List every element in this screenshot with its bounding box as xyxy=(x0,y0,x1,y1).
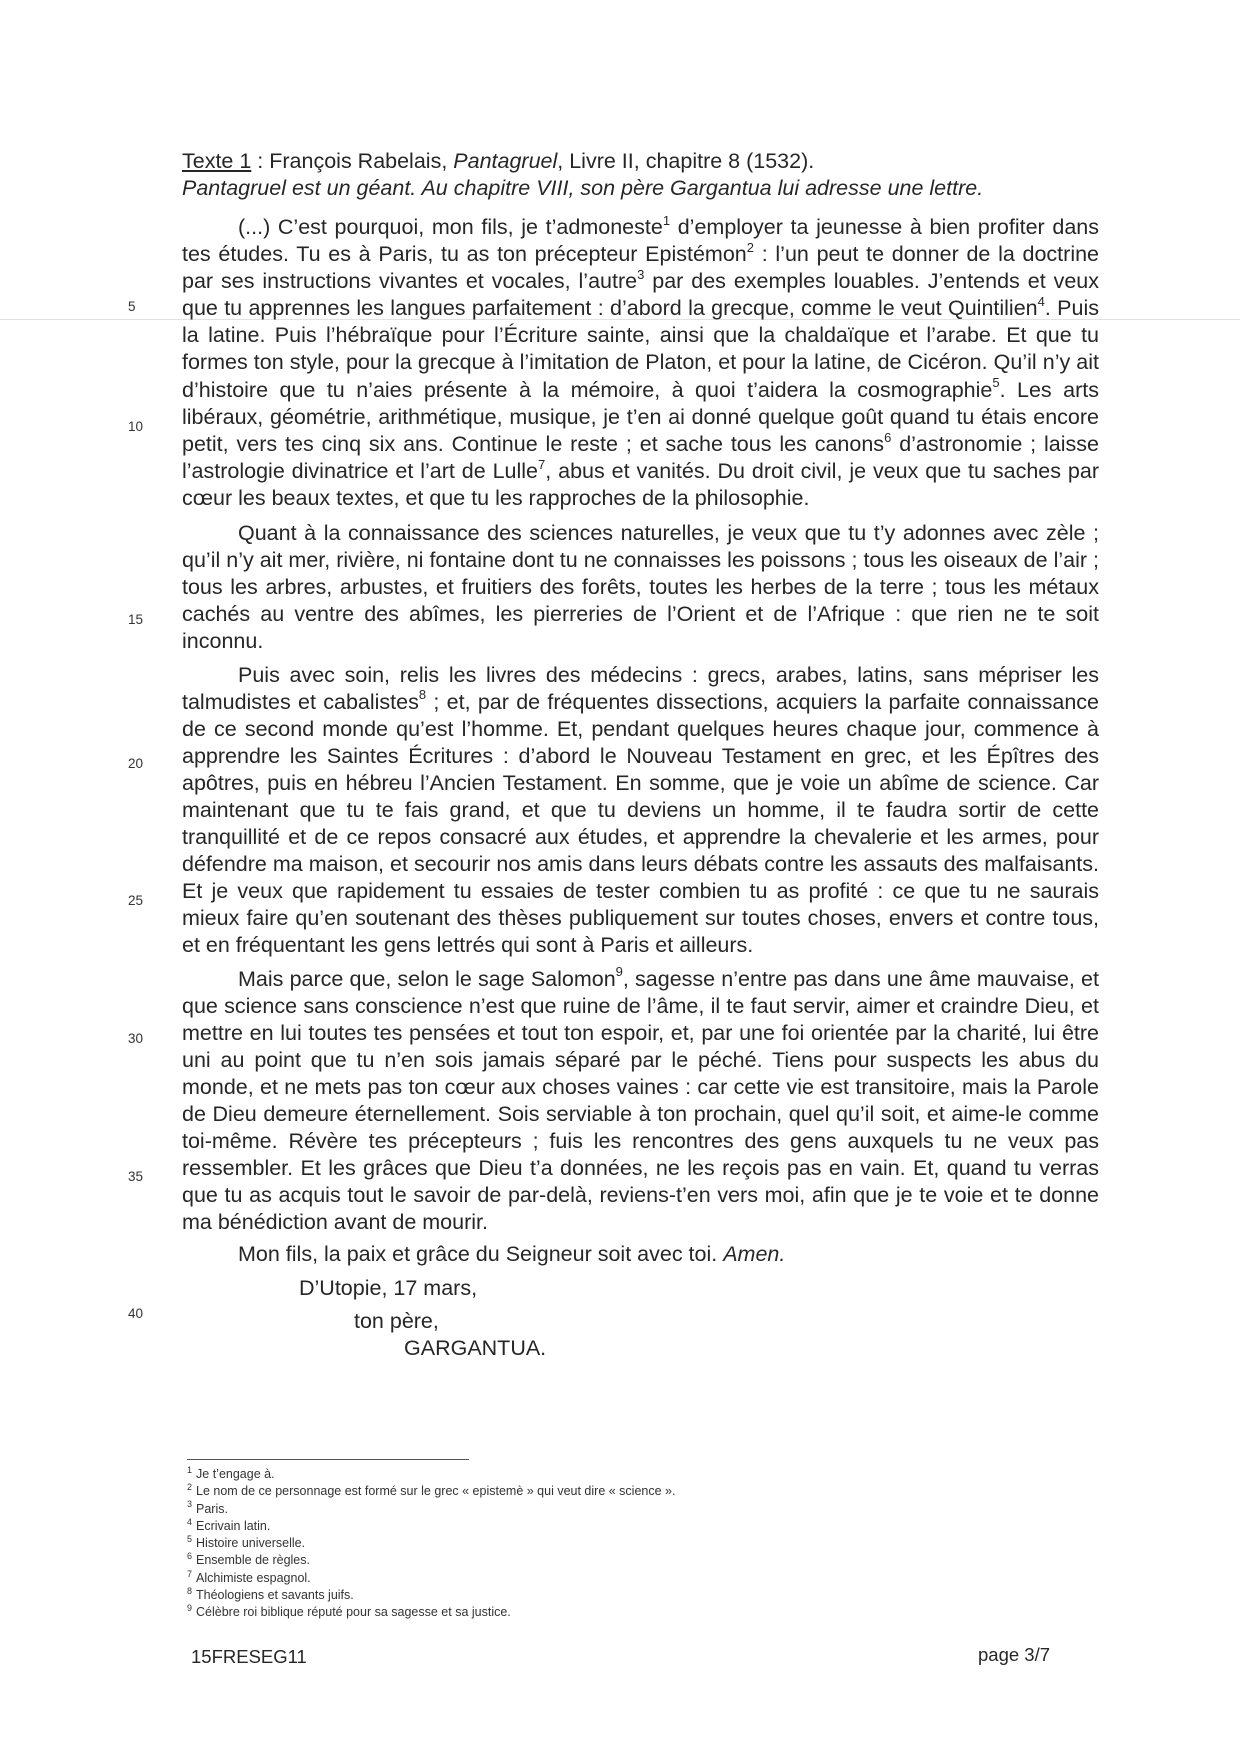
paragraph-4 xyxy=(182,966,1099,1237)
footnote-ref: 8 xyxy=(418,687,427,703)
context-line: Pantagruel est un géant. Au chapitre VIII, son père Gargantua lui adresse une lettre. xyxy=(182,176,984,200)
document-code: 15FRESEG11 xyxy=(191,1646,307,1667)
footnote xyxy=(187,1483,887,1500)
footnote-text: Je t’engage à. xyxy=(196,1467,275,1481)
signature-relation: ton père, xyxy=(354,1308,439,1333)
footnote-ref: 7 xyxy=(538,456,546,472)
footnotes xyxy=(187,1466,887,1622)
source-author: : François Rabelais, xyxy=(251,149,454,173)
text-label: Texte 1 xyxy=(182,149,252,173)
footnote-text: Alchimiste espagnol. xyxy=(196,1570,311,1585)
footnote xyxy=(187,1518,887,1535)
letter-text xyxy=(182,214,1099,1362)
footnote-ref: 1 xyxy=(662,212,671,228)
text-run: Puis avec soin, relis les livres des médecins : grecs, arabes, latins, sans mépriser les talmudistes et cabalistes xyxy=(182,662,1099,714)
text-run: , abus et vanités. Du droit civil, je veux que tu saches par cœur les beaux textes, et que tu les rapproches de la philosophie. xyxy=(182,458,1099,510)
text-run: d’astronomie ; laisse l’astrologie divinatrice et l’art de Lulle xyxy=(182,431,1099,483)
paragraph-1 xyxy=(182,214,1099,512)
footnote xyxy=(187,1604,887,1621)
footnote-ref: 3 xyxy=(637,267,645,283)
line-number: 25 xyxy=(128,893,144,908)
signature-place-date: D’Utopie, 17 mars, xyxy=(299,1275,478,1300)
line-number: 20 xyxy=(128,756,144,771)
footnote-number: 6 xyxy=(187,1551,193,1562)
text-run: ; et, par de fréquentes dissections, acquiers la parfaite connaissance de ce second monde qu’est l’homme. Et, pendant quelques heures chaque jour, commence à apprendre les Saintes Écritures : d’abord le Nouveau Testament en grec, et les Épîtres des apôtres, puis en hébreu l’Ancien Testament. En somme, que je voie un abîme de science. Car maintenant que tu te fais grand, et que tu deviens un homme, il te faudra sortir de cette tranquillité et de ce repos consacré aux études, et apprendre la chevalerie et les armes, pour défendre ma maison, et secourir nos amis dans leurs débats contre les assauts des malfaisants. Et je veux que rapidement tu essaies de tester combien tu as profité : ce que tu ne saurais mieux faire qu’en soutenant des thèses publiquement sur toutes choses, envers et contre tous, et en fréquentant les gens lettrés qui sont à Paris et ailleurs. xyxy=(182,689,1099,958)
footnote xyxy=(187,1535,887,1552)
text-run: : l’un peut te donner de la doctrine par ses instructions vivantes et vocales, l’autre xyxy=(182,242,1100,294)
paragraph-2: Quant à la connaissance des sciences naturelles, je veux que tu t’y adonnes avec zèle ; qu’il n’y ait mer, rivière, ni fontaine dont tu ne connaisses les poissons ; tous les oiseaux de l’air ; tous les arbres, arbustes, et fruitiers des forêts, toutes les herbes de la terre ; tous les métaux cachés au ventre des abîmes, les pierreries de l’Orient et de l’Afrique : que rien ne te soit inconnu. xyxy=(182,521,1099,654)
footnote-text: Paris. xyxy=(196,1501,228,1516)
footnote-text: Célèbre roi biblique réputé pour sa sagesse et sa justice. xyxy=(196,1605,511,1620)
paragraph-3 xyxy=(182,662,1099,960)
line-number: 30 xyxy=(128,1031,144,1046)
footnote-ref: 6 xyxy=(884,429,892,445)
footnote-ref: 2 xyxy=(746,239,754,255)
footnote-number: 8 xyxy=(187,1585,193,1596)
footnote-number: 4 xyxy=(187,1516,193,1527)
text-run: (...) C’est pourquoi, mon fils, je t’admoneste xyxy=(238,215,663,239)
footnote-text: Ecrivain latin. xyxy=(196,1518,271,1533)
footnote-divider xyxy=(187,1459,469,1460)
closing-line xyxy=(182,1241,1099,1268)
footnote-text: Le nom de ce personnage est formé sur le grec « epistemè » qui veut dire « science ». xyxy=(196,1484,676,1499)
footnote-text: Histoire universelle. xyxy=(196,1536,306,1551)
text-run: par des exemples louables. J’entends et veux que tu apprennes les langues parfaitement : d’abord la grecque, comme le veut Quintilien xyxy=(182,269,1100,321)
text-run: . Puis la latine. Puis l’hébraïque pour l’Écriture sainte, ainsi que la chaldaïque et l’arabe. Et que tu formes ton style, pour la grecque à l’imitation de Platon, et pour la latine, de Cicéron. Qu’il n’y ait d’histoire que tu n’aies présente à la mémoire, à quoi t’aidera la cosmographie xyxy=(182,296,1099,402)
page-number: page 3/7 xyxy=(978,1644,1051,1665)
footnote-ref: 5 xyxy=(992,375,1000,391)
footnote-text: Théologiens et savants juifs. xyxy=(196,1588,354,1603)
footnote-ref: 9 xyxy=(615,964,623,980)
text-run: Mais parce que, selon le sage Salomon xyxy=(238,966,616,991)
text-header xyxy=(182,148,1102,202)
closing-text: Mon fils, la paix et grâce du Seigneur soit avec toi. xyxy=(238,1242,724,1267)
line-number: 40 xyxy=(128,1306,144,1321)
footnote-number: 3 xyxy=(187,1499,193,1510)
closing-amen: Amen. xyxy=(723,1242,786,1267)
footnote-number: 2 xyxy=(187,1482,193,1493)
footnote-number: 9 xyxy=(187,1603,193,1614)
source-line xyxy=(182,148,1102,175)
work-title: Pantagruel xyxy=(453,149,558,173)
footnote xyxy=(187,1587,887,1604)
line-number: 5 xyxy=(128,299,136,314)
footnote xyxy=(187,1501,887,1518)
text-run: , sagesse n’entre pas dans une âme mauvaise, et que science sans conscience n’est que ruine de l’âme, il te faut servir, aimer et craindre Dieu, et mettre en lui toutes tes pensées et tout ton espoir, et, par une foi orientée par la charité, lui être uni au point que tu n’en sois jamais séparé par le péché. Tiens pour suspects les abus du monde, et ne mets pas ton cœur aux choses vaines : car cette vie est transitoire, mais la Parole de Dieu demeure éternellement. Sois serviable à ton prochain, quel qu’il soit, et aime-le comme toi-même. Révère tes précepteurs ; fuis les rencontres des gens auxquels tu ne veux pas ressembler. Et les grâces que Dieu t’a données, ne les reçois pas en vain. Et, quand tu verras que tu as acquis tout le savoir de par-delà, reviens-t’en vers moi, afin que je te voie et te donne ma bénédiction avant de mourir. xyxy=(182,966,1099,1235)
line-number: 10 xyxy=(128,419,144,434)
signature-name: GARGANTUA. xyxy=(404,1335,547,1360)
text-run: d’employer ta jeunesse à bien profiter dans tes études. Tu es à Paris, tu as ton précepteur Epistémon xyxy=(182,215,1100,267)
footnote xyxy=(187,1570,887,1587)
line-number: 15 xyxy=(128,612,144,627)
text-run: . Les arts libéraux, géométrie, arithmétique, musique, je t’en ai donné quelque goût quand tu étais encore petit, vers tes cinq six ans. Continue le reste ; et sache tous les canons xyxy=(182,377,1099,456)
footnote xyxy=(187,1466,887,1483)
footnote-number: 1 xyxy=(187,1464,193,1475)
footnote-number: 5 xyxy=(187,1534,193,1545)
footnote-text: Ensemble de règles. xyxy=(196,1553,310,1568)
source-reference: , Livre II, chapitre 8 (1532). xyxy=(557,149,815,173)
footnote-number: 7 xyxy=(187,1568,193,1579)
line-number: 35 xyxy=(128,1169,144,1184)
footnote xyxy=(187,1552,887,1569)
footnote-ref: 4 xyxy=(1037,294,1045,310)
